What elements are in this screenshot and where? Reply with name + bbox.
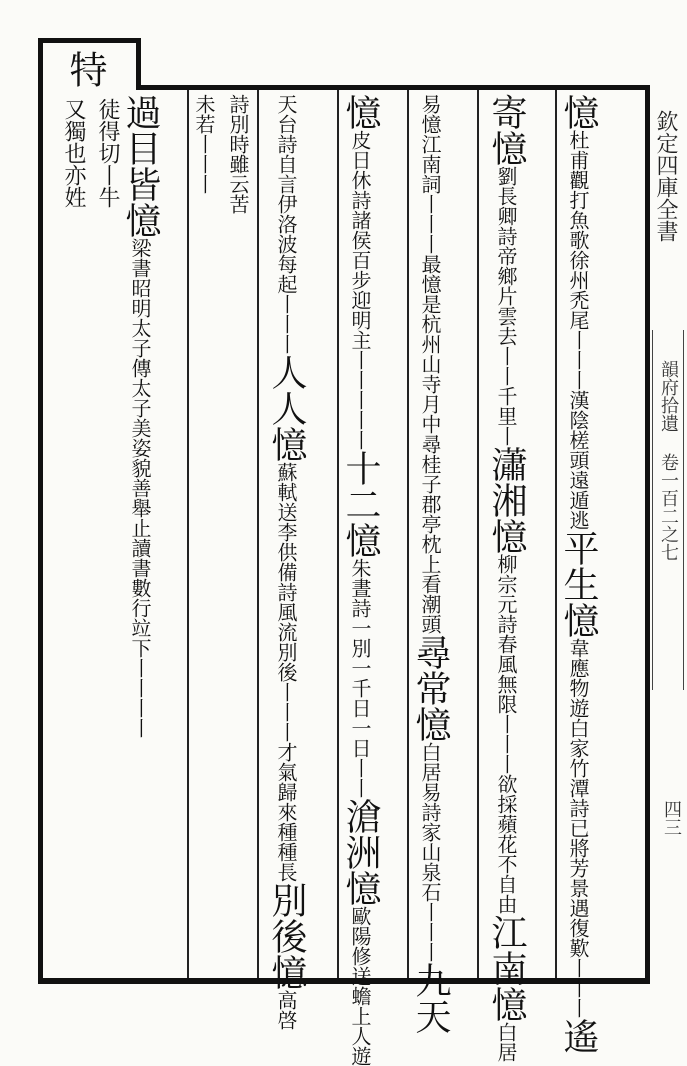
annotation: 詩別時雖云苦	[226, 94, 250, 214]
border-step	[136, 38, 141, 90]
headword: 尋常憶	[410, 634, 451, 742]
volume-label: 卷一百二之七	[658, 453, 679, 561]
column-rule	[257, 90, 259, 978]
headword: 人人憶	[266, 354, 307, 462]
annotation: 韋應物遊白家竹潭詩已將芳景遇復歎丨丨丨	[566, 638, 590, 1018]
headword: 別後憶	[266, 882, 307, 990]
column-rule	[407, 90, 409, 978]
annotation: 杜甫觀打魚歌徐州禿尾丨丨丨漢陰槎頭遠遁逃	[566, 130, 590, 530]
annotation: 白居	[494, 1022, 518, 1062]
annotation: 天台詩自言伊洛波每起丨丨丨	[274, 94, 298, 354]
headword: 十二憶	[340, 450, 381, 558]
headword: 平生憶	[558, 530, 599, 638]
column-rule	[477, 90, 479, 978]
border-bottom	[38, 978, 650, 984]
annotation: 未若丨丨丨	[192, 94, 216, 194]
border-left	[38, 38, 43, 984]
section-volume	[655, 360, 681, 561]
column-rule	[337, 90, 339, 978]
annotation: 皮日休詩諸侯百步迎明主丨丨丨丨丨	[348, 130, 372, 450]
headword: 寄憶	[486, 94, 527, 166]
annotation: 易憶江南詞丨丨丨最憶是杭州山寺月中尋桂子郡亭枕上看潮頭	[418, 94, 442, 634]
text-column	[194, 94, 214, 974]
annotation: 高啓	[274, 990, 298, 1030]
column-rule	[187, 90, 189, 978]
text-column	[558, 94, 599, 1054]
book-title: 欽定四庫全書	[653, 110, 678, 242]
annotation: 劉長卿詩帝鄉片雲去丨丨千里丨	[494, 166, 518, 446]
entry-gloss-line: 徒得切丨牛	[95, 98, 120, 208]
text-column	[120, 94, 161, 974]
text-column	[340, 94, 381, 1066]
headword: 瀟湘憶	[486, 446, 527, 554]
annotation: 朱晝詩一別一千日一日丨丨	[348, 558, 372, 798]
headword: 憶	[558, 94, 599, 130]
headword: 江南憶	[486, 914, 527, 1022]
annotation: 白居易詩家山泉石丨丨丨	[418, 742, 442, 962]
entry-head-char: 特	[63, 50, 107, 88]
text-column	[410, 94, 451, 1034]
text-column	[228, 94, 248, 974]
entry-gloss-line: 又獨也亦姓	[61, 98, 86, 208]
annotation: 蘇軾送李供備詩風流別後丨丨丨才氣歸來種種長	[274, 462, 298, 882]
headword: 遙	[558, 1018, 599, 1054]
headword: 滄洲憶	[340, 798, 381, 906]
annotation: 梁書昭明太子傳太子美姿貌善舉止讀書數行竝下丨丨丨丨	[128, 238, 152, 738]
text-column	[266, 94, 307, 1030]
section-title: 韻府拾遺	[658, 360, 679, 432]
headword: 過目皆憶	[120, 94, 161, 238]
headword: 憶	[340, 94, 381, 130]
border-top	[136, 85, 650, 90]
annotation: 柳宗元詩春風無限丨丨丨欲採蘋花不自由	[494, 554, 518, 914]
border-top-left	[38, 38, 138, 43]
text-column	[486, 94, 527, 1062]
headword: 九天	[410, 962, 451, 1034]
column-rule	[555, 90, 557, 978]
page-number: 四三	[661, 800, 682, 836]
annotation: 歐陽修送蟾上人遊	[348, 906, 372, 1066]
